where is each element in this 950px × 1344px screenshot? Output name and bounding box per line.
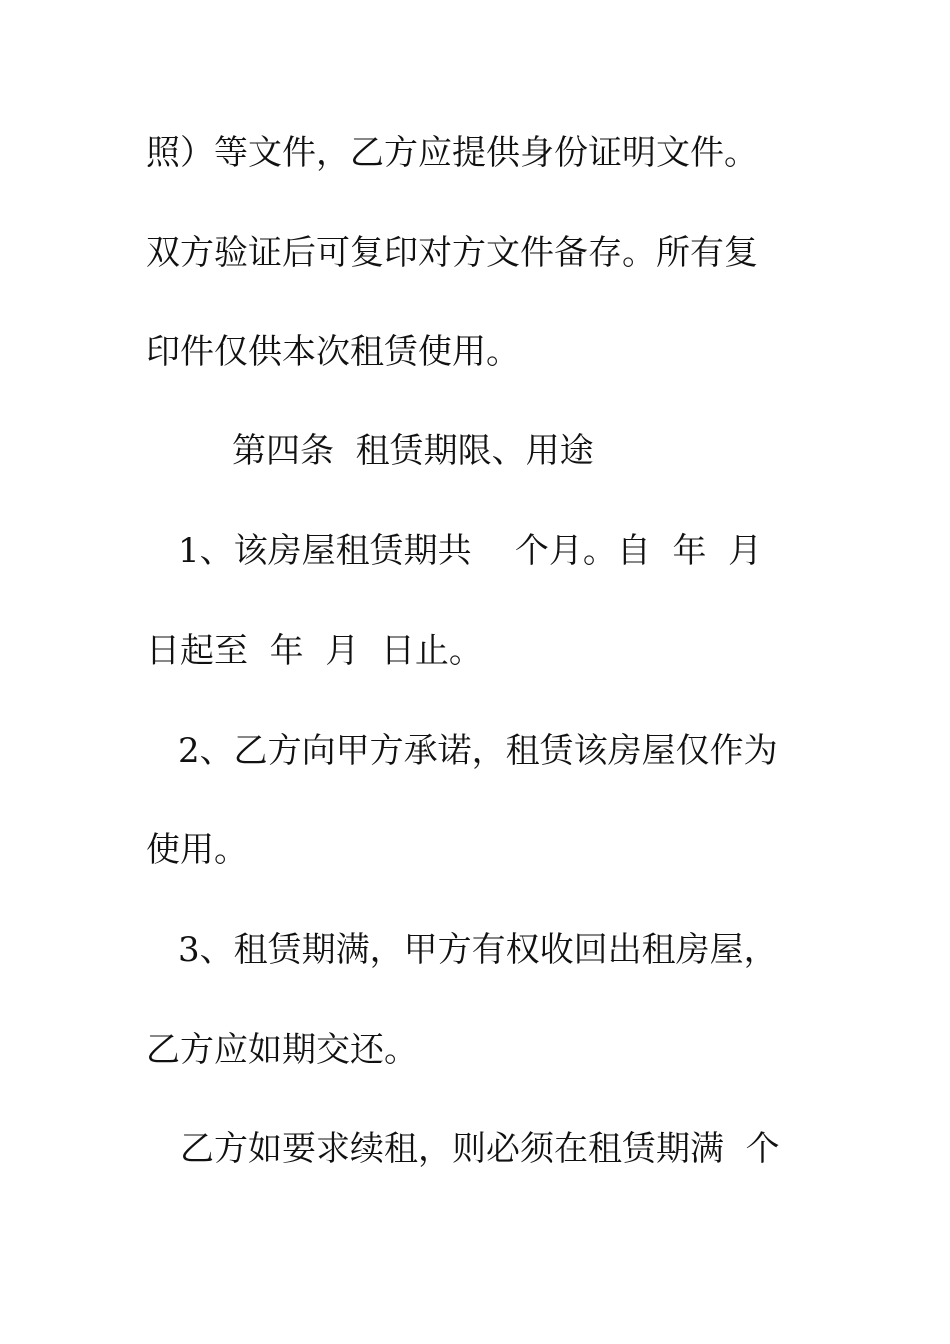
- text-line-10: 乙方应如期交还。: [146, 1030, 418, 1070]
- text-line-7: 2、乙方向甲方承诺，租赁该房屋仅作为: [178, 731, 778, 771]
- text-line-1: 照）等文件，乙方应提供身份证明文件。: [146, 133, 758, 173]
- text-line-6: 日起至 年 月 日止。: [146, 631, 483, 671]
- text-line-11: 乙方如要求续租，则必须在租赁期满 个: [180, 1129, 780, 1169]
- text-line-3: 印件仅供本次租赁使用。: [146, 332, 520, 372]
- text-line-5: 1、该房屋租赁期共 个月。自 年 月: [178, 531, 763, 571]
- text-line-9: 3、租赁期满，甲方有权收回出租房屋，: [178, 930, 778, 970]
- text-line-2: 双方验证后可复印对方文件备存。所有复: [146, 233, 758, 273]
- section-heading: 第四条 租赁期限、用途: [232, 431, 594, 471]
- text-line-8: 使用。: [146, 830, 248, 870]
